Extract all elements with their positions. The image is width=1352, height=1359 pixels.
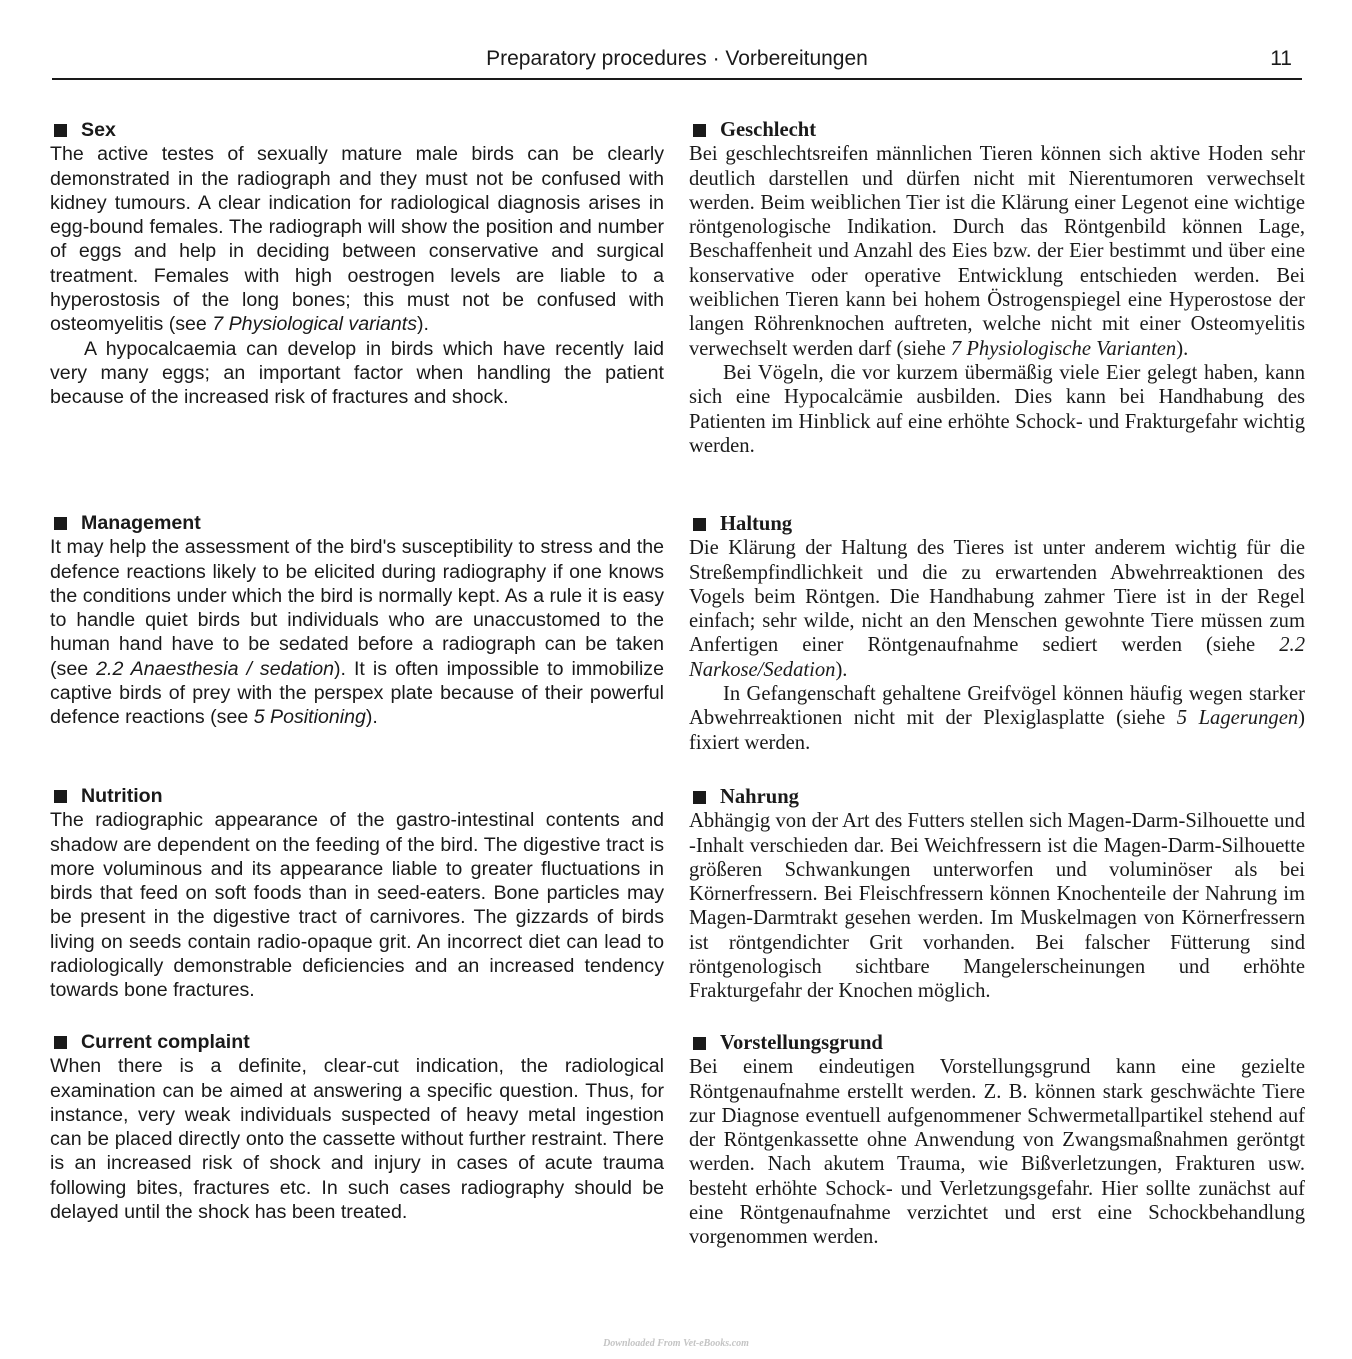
- paragraph: In Gefangenschaft gehaltene Greifvögel können häufig wegen starker Abwehrreaktionen nicht mit der Plexiglasplatte (siehe 5 Lagerungen) fixiert werden.: [689, 683, 1305, 754]
- paragraph: Bei geschlechtsreifen männlichen Tieren können sich aktive Hoden sehr deutlich darstellen und dürfen nicht mit Nierentumoren verwechselt werden. Beim weiblichen Tier ist die Klärung einer Legenot eine wichtige röntgenologische Indikation. Durch das Röntgenbild können Lage, Beschaffenheit und Anzahl des Eies bzw. der Eier bestimmt und über eine konservative oder operative Entwicklung entschieden werden. Bei weiblichen Tieren kann bei hohem Östrogenspiegel eine Hyperostose der langen Röhrenknochen auftreten, welche nicht mit einer Osteomyelitis verwechselt werden darf (siehe 7 Physiologische Varianten).: [689, 143, 1305, 360]
- paragraph: A hypocalcaemia can develop in birds which have recently laid very many eggs; an important factor when handling the patient because of the increased risk of fractures and shock.: [50, 337, 664, 409]
- section-sex-de: [689, 118, 1305, 458]
- paragraph: Die Klärung der Haltung des Tieres ist unter anderem wichtig für die Streßempfindlichkeit und die zu erwartenden Abwehrreaktionen des Vogels beim Röntgen. Die Handhabung zahmer Tiere ist in der Regel einfach; sehr wilde, nicht an den Menschen gewohnte Tiere müssen zum Anfertigen einer Röntgenaufnahme sediert werden (siehe 2.2 Narkose/Sedation).: [689, 537, 1305, 681]
- cross-reference: 5 Lagerungen: [1176, 707, 1299, 730]
- section-nutrition-de: [689, 785, 1305, 1004]
- section-nutrition-en: [50, 784, 664, 1003]
- section-complaint-de: [689, 1031, 1305, 1250]
- running-header: [52, 44, 1302, 80]
- square-bullet-icon: [54, 124, 67, 137]
- download-watermark: Downloaded From Vet-eBooks.com: [603, 1338, 749, 1349]
- paragraph: The active testes of sexually mature male birds can be clearly demonstrated in the radiograph and they must not be confused with kidney tumours. A clear indication for radiological diagnosis arises in egg-bound females. The radiograph will show the position and number of eggs and help in deciding between conservative and surgical treatment. Females with high oestrogen levels are liable to a hyperostosis of the long bones; this must not be confused with osteomyelitis (see 7 Physiological variants).: [50, 143, 664, 336]
- square-bullet-icon: [693, 124, 706, 137]
- square-bullet-icon: [54, 790, 67, 803]
- page-number: 11: [1270, 47, 1292, 70]
- cross-reference: 7 Physiological variants: [212, 313, 418, 336]
- paragraph: When there is a definite, clear-cut indication, the radiological examination can be aimed at answering a specific question. Thus, for instance, very weak individuals suspected of heavy metal ingestion can be placed directly onto the cassette without further restraint. There is an increased risk of shock and injury in cases of acute trauma following bites, fractures etc. In such cases radiography should be delayed until the shock has been treated.: [50, 1055, 664, 1224]
- section-management-de: [689, 512, 1305, 755]
- square-bullet-icon: [54, 1036, 67, 1049]
- section-heading: Management: [50, 511, 664, 535]
- paragraph: Abhängig von der Art des Futters stellen sich Magen-Darm-Silhouette und -Inhalt verschieden dar. Bei Weichfressern ist die Magen-Darm-Silhouette größeren Schwankungen unterworfen und voluminöser als bei Körnerfressern. Bei Fleischfressern können Knochenteile der Nahrung im Magen-Darmtrakt gesehen werden. Im Muskelmagen von Körnerfressern ist röntgendichter Grit vorhanden. Bei falscher Fütterung sind röntgenologisch sichtbare Mangelerscheinungen und erhöhte Frakturgefahr der Knochen möglich.: [689, 810, 1305, 1003]
- cross-reference: 5 Positioning: [253, 706, 366, 729]
- square-bullet-icon: [693, 1037, 706, 1050]
- section-management-en: [50, 511, 664, 730]
- cross-reference: 2.2 Anaesthesia / sedation: [96, 657, 334, 680]
- section-heading: Nutrition: [50, 784, 664, 808]
- square-bullet-icon: [54, 517, 67, 530]
- paragraph: Bei Vögeln, die vor kurzem übermäßig viele Eier gelegt haben, kann sich eine Hypocalcämie ausbilden. Dies kann bei Handhabung des Patienten im Hinblick auf eine erhöhte Schock- und Frakturgefahr wichtig werden.: [689, 361, 1305, 457]
- section-heading: Haltung: [689, 512, 1305, 536]
- section-heading: Nahrung: [689, 785, 1305, 809]
- section-heading: Current complaint: [50, 1030, 664, 1054]
- section-heading: Sex: [50, 118, 664, 142]
- section-heading: Vorstellungsgrund: [689, 1031, 1305, 1055]
- paragraph: It may help the assessment of the bird's susceptibility to stress and the defence reactions likely to be elicited during radiography if one knows the conditions under which the bird is normally kept. As a rule it is easy to handle quiet birds but individuals who are unaccustomed to the human hand have to be sedated before a radiograph can be taken (see 2.2 Anaesthesia / sedation). It is often impossible to immobilize captive birds of prey with the perspex plate because of their powerful defence reactions (see 5 Positioning).: [50, 536, 665, 729]
- section-sex-en: [50, 118, 664, 410]
- section-complaint-en: [50, 1030, 664, 1224]
- running-title: Preparatory procedures · Vorbereitungen: [486, 47, 868, 70]
- square-bullet-icon: [693, 791, 706, 804]
- cross-reference: 7 Physiologische Varianten: [950, 337, 1177, 360]
- section-heading: Geschlecht: [689, 118, 1305, 142]
- paragraph: The radiographic appearance of the gastro-intestinal contents and shadow are dependent on the feeding of the bird. The digestive tract is more voluminous and its appearance liable to greater fluctuations in birds that feed on soft foods than in seed-eaters. Bone particles may be present in the digestive tract of carnivores. The gizzards of birds living on seeds contain radio-opaque grit. An incorrect diet can lead to radiologically demonstrable deficiencies and an increased tendency towards bone fractures.: [50, 809, 664, 1002]
- square-bullet-icon: [693, 518, 706, 531]
- paragraph: Bei einem eindeutigen Vorstellungsgrund kann eine gezielte Röntgenaufnahme erstellt werden. Z. B. können stark geschwächte Tiere zur Diagnose eventuell aufgenommener Schwermetallpartikel stehend auf der Röntgenkassette ohne Anwendung von Zwangsmaßnahmen geröntgt werden. Nach akutem Trauma, wie Bißverletzungen, Frakturen usw. besteht erhöhte Schock- und Verletzungsgefahr. Hier sollte zunächst auf eine Röntgenaufnahme verzichtet und erst eine Schockbehandlung vorgenommen werden.: [689, 1056, 1305, 1249]
- cross-reference: 2.2 Narkose/Sedation: [689, 634, 1305, 681]
